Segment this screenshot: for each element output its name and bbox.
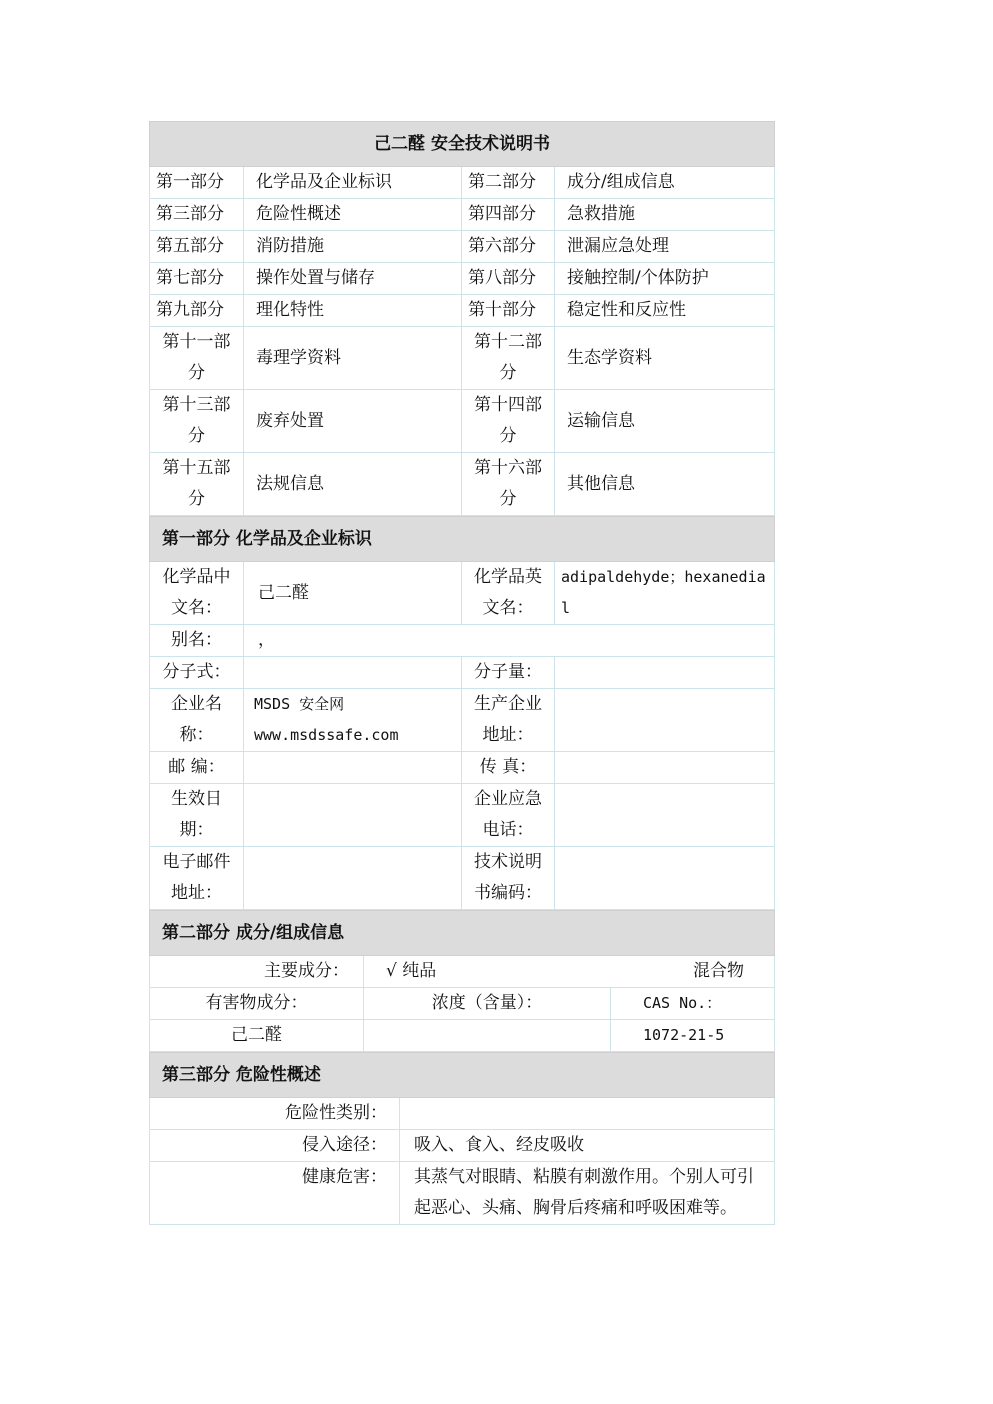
toc-value: 毒理学资料	[244, 327, 462, 390]
formula-value	[244, 657, 462, 689]
toc-label: 第十一部分	[150, 327, 244, 390]
toc-value: 稳定性和反应性	[555, 295, 775, 327]
date-row	[150, 784, 775, 847]
components-header-row	[150, 988, 775, 1020]
section-heading-row	[150, 1053, 775, 1098]
toc-label: 第十部分	[462, 295, 555, 327]
en-name-label: 化学品英文名：	[462, 562, 555, 625]
section3-heading: 第三部分 危险性概述	[150, 1053, 775, 1098]
fax-label: 传 真：	[462, 752, 555, 784]
company-website[interactable]: www.msdssafe.com	[254, 726, 399, 744]
fax-value	[555, 752, 775, 784]
toc-label: 第二部分	[462, 167, 555, 199]
name-row	[150, 562, 775, 625]
toc-value: 接触控制/个体防护	[555, 263, 775, 295]
formula-label: 分子式：	[150, 657, 244, 689]
toc-value: 消防措施	[244, 231, 462, 263]
zip-row	[150, 752, 775, 784]
toc-value: 法规信息	[244, 453, 462, 516]
section1-heading: 第一部分 化学品及企业标识	[150, 517, 775, 562]
toc-label: 第十四部分	[462, 390, 555, 453]
toc-label: 第六部分	[462, 231, 555, 263]
main-component-row	[150, 956, 775, 988]
toc-table	[149, 121, 775, 516]
cn-name-label: 化学品中文名：	[150, 562, 244, 625]
route-label: 侵入途径：	[150, 1130, 400, 1162]
toc-value: 生态学资料	[555, 327, 775, 390]
zip-label: 邮 编：	[150, 752, 244, 784]
cn-name-value: 己二醛	[244, 562, 462, 625]
toc-label: 第十五部分	[150, 453, 244, 516]
category-label: 危险性类别：	[150, 1098, 400, 1130]
col-conc-header: 浓度（含量）：	[364, 988, 611, 1020]
date-value	[244, 784, 462, 847]
toc-label: 第十二部分	[462, 327, 555, 390]
toc-value: 其他信息	[555, 453, 775, 516]
company-row	[150, 689, 775, 752]
pure-option: √ 纯品	[386, 961, 437, 981]
mw-value	[555, 657, 775, 689]
toc-value: 运输信息	[555, 390, 775, 453]
toc-row	[150, 453, 775, 516]
toc-value: 急救措施	[555, 199, 775, 231]
document-title: 己二醛 安全技术说明书	[150, 122, 775, 167]
component-cas: 1072-21-5	[611, 1020, 775, 1052]
email-label: 电子邮件地址：	[150, 847, 244, 910]
toc-label: 第十六部分	[462, 453, 555, 516]
health-label: 健康危害：	[150, 1162, 400, 1225]
section2-table	[149, 910, 775, 1052]
alias-row	[150, 625, 775, 657]
section-heading-row	[150, 517, 775, 562]
toc-row	[150, 390, 775, 453]
date-label: 生效日期：	[150, 784, 244, 847]
toc-value: 泄漏应急处理	[555, 231, 775, 263]
code-value	[555, 847, 775, 910]
toc-row	[150, 295, 775, 327]
toc-value: 理化特性	[244, 295, 462, 327]
component-conc	[364, 1020, 611, 1052]
title-row	[150, 122, 775, 167]
toc-value: 成分/组成信息	[555, 167, 775, 199]
emergency-value	[555, 784, 775, 847]
email-value	[244, 847, 462, 910]
toc-label: 第四部分	[462, 199, 555, 231]
toc-label: 第一部分	[150, 167, 244, 199]
toc-row	[150, 327, 775, 390]
health-row	[150, 1162, 775, 1225]
email-row	[150, 847, 775, 910]
route-row	[150, 1130, 775, 1162]
section1-table	[149, 516, 775, 910]
formula-row	[150, 657, 775, 689]
toc-label: 第三部分	[150, 199, 244, 231]
route-value: 吸入、食入、经皮吸收	[400, 1130, 775, 1162]
section2-heading: 第二部分 成分/组成信息	[150, 911, 775, 956]
col-hazard-header: 有害物成分：	[150, 988, 364, 1020]
toc-value: 废弃处置	[244, 390, 462, 453]
category-row	[150, 1098, 775, 1130]
toc-row	[150, 167, 775, 199]
zip-value	[244, 752, 462, 784]
company-value	[244, 689, 462, 752]
section-heading-row	[150, 911, 775, 956]
company-label: 企业名称：	[150, 689, 244, 752]
component-name: 己二醛	[150, 1020, 364, 1052]
mw-label: 分子量：	[462, 657, 555, 689]
toc-value: 操作处置与储存	[244, 263, 462, 295]
health-value: 其蒸气对眼睛、粘膜有刺激作用。个别人可引起恶心、头痛、胸骨后疼痛和呼吸困难等。	[400, 1162, 775, 1225]
toc-value: 危险性概述	[244, 199, 462, 231]
main-component-label: 主要成分：	[150, 956, 364, 988]
alias-label: 别名：	[150, 625, 244, 657]
alias-value: ，	[244, 625, 775, 657]
main-component-options	[364, 956, 775, 988]
col-cas-header: CAS No.：	[611, 988, 775, 1020]
mixture-option: 混合物	[693, 961, 744, 981]
toc-label: 第八部分	[462, 263, 555, 295]
toc-label: 第十三部分	[150, 390, 244, 453]
address-label: 生产企业地址：	[462, 689, 555, 752]
code-label: 技术说明书编码：	[462, 847, 555, 910]
address-value	[555, 689, 775, 752]
toc-label: 第五部分	[150, 231, 244, 263]
company-name: MSDS 安全网	[254, 695, 345, 713]
toc-row	[150, 199, 775, 231]
toc-row	[150, 263, 775, 295]
emergency-label: 企业应急电话：	[462, 784, 555, 847]
component-row	[150, 1020, 775, 1052]
msds-document	[149, 121, 774, 1225]
section3-table	[149, 1052, 775, 1225]
toc-row	[150, 231, 775, 263]
toc-label: 第七部分	[150, 263, 244, 295]
toc-label: 第九部分	[150, 295, 244, 327]
category-value	[400, 1098, 775, 1130]
toc-value: 化学品及企业标识	[244, 167, 462, 199]
en-name-value: adipaldehyde；hexanedial	[555, 562, 775, 625]
